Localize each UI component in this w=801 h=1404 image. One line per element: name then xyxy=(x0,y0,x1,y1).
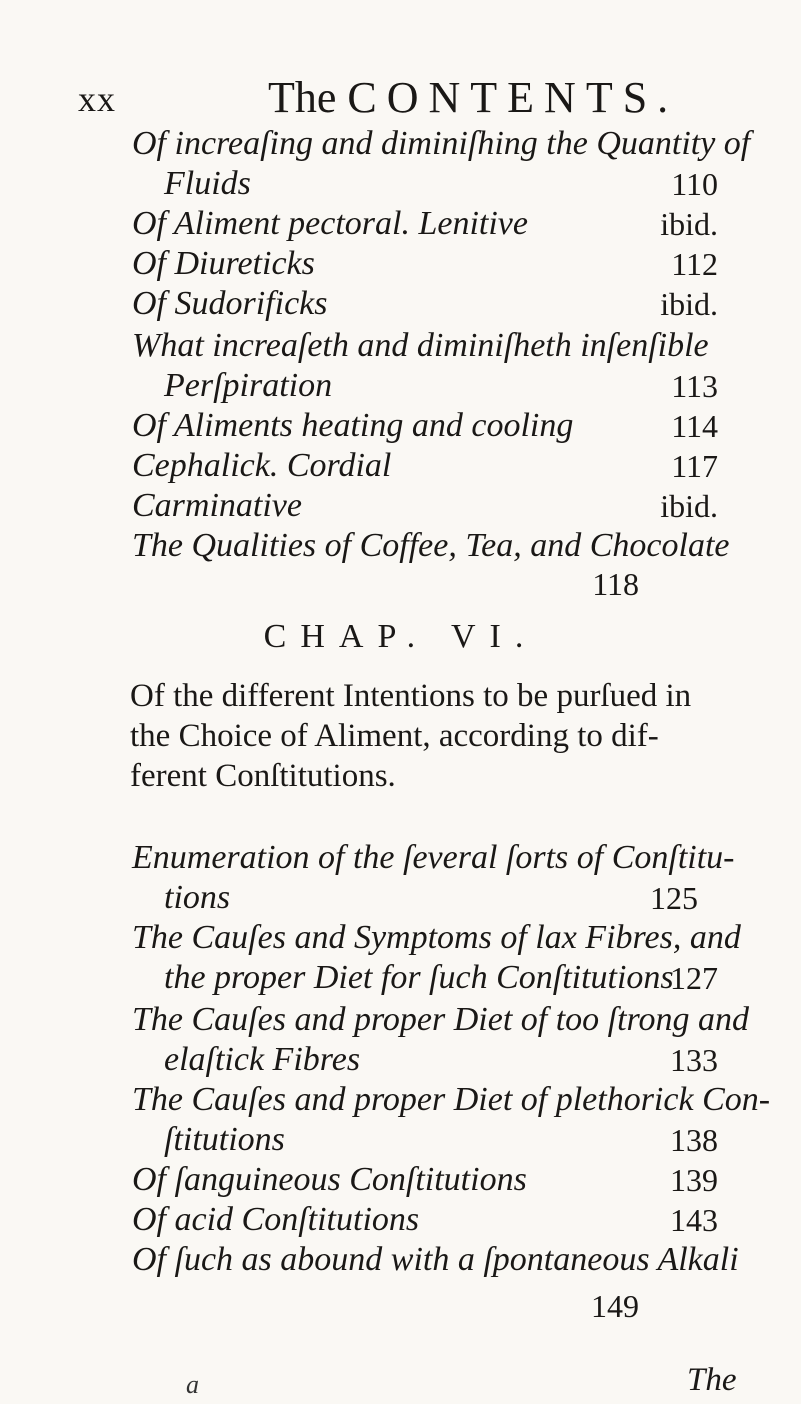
entry-page: 143 xyxy=(670,1202,718,1238)
entry-page: ibid. xyxy=(660,488,718,524)
entry-text: Carminative xyxy=(132,487,302,524)
entry-text: Of acid Conſtitutions xyxy=(132,1201,420,1238)
entry-page: ibid. xyxy=(660,286,718,322)
entry-page: 113 xyxy=(671,368,718,404)
running-header xyxy=(78,72,678,122)
running-title xyxy=(268,72,678,123)
entry-text: What increaſeth and diminiſheth inſenſible xyxy=(132,327,709,364)
entry-page: 149 xyxy=(591,1288,639,1324)
running-title-the: The xyxy=(268,73,337,122)
entry-text: Cephalick. Cordial xyxy=(132,447,392,484)
chapter-title: CHAP. VI. xyxy=(263,618,538,655)
entry-text: tions xyxy=(164,879,231,916)
entry-text: Perſpiration xyxy=(164,367,333,404)
entry-text: Fluids xyxy=(164,165,251,202)
entry-text: The Cauſes and proper Diet of too ſtrong and xyxy=(132,1001,750,1038)
page-folio: xx xyxy=(78,79,116,119)
entry-text: Of Aliments heating and cooling xyxy=(132,407,574,444)
entry-text: Of increaſing and diminiſhing the Quantity of xyxy=(132,125,751,162)
entry-page: 114 xyxy=(671,408,718,444)
entry-text: Of Diureticks xyxy=(132,245,315,282)
entry-page: 138 xyxy=(670,1122,718,1158)
catchword: The xyxy=(687,1362,737,1398)
entry-text: Of Sudorificks xyxy=(132,285,328,322)
entry-text: The Cauſes and Symptoms of lax Fibres, and xyxy=(132,919,741,956)
entry-text: elaſtick Fibres xyxy=(164,1041,361,1078)
entry-page: 133 xyxy=(670,1042,718,1078)
entry-page: ibid. xyxy=(660,206,718,242)
entry-page: 125 xyxy=(650,880,698,916)
entry-page: 118 xyxy=(592,566,639,602)
chapter-heading-line: Of the different Intentions to be purſued in xyxy=(130,678,692,714)
entry-text: Enumeration of the ſeveral ſorts of Conſtitu- xyxy=(132,839,735,876)
signature-mark: a xyxy=(186,1370,199,1399)
running-title-caps: CONTENTS. xyxy=(347,73,679,122)
entry-page: 139 xyxy=(670,1162,718,1198)
entry-text: ſtitutions xyxy=(164,1121,285,1158)
entry-text: The Cauſes and proper Diet of plethorick Con- xyxy=(132,1081,771,1118)
entry-page: 127 xyxy=(670,960,718,996)
entry-page: 110 xyxy=(671,166,718,202)
entry-text: the proper Diet for ſuch Conſtitutions xyxy=(164,959,674,996)
entry-page: 112 xyxy=(671,246,718,282)
chapter-heading-line: the Choice of Aliment, according to dif- xyxy=(130,718,659,754)
entry-text: Of ſanguineous Conſtitutions xyxy=(132,1161,527,1198)
chapter-heading-line: ferent Conſtitutions. xyxy=(130,758,396,794)
entry-text: The Qualities of Coffee, Tea, and Chocolate xyxy=(132,527,730,564)
entry-text: Of ſuch as abound with a ſpontaneous Alkali xyxy=(132,1241,739,1278)
entry-text: Of Aliment pectoral. Lenitive xyxy=(132,205,528,242)
entry-page: 117 xyxy=(671,448,718,484)
